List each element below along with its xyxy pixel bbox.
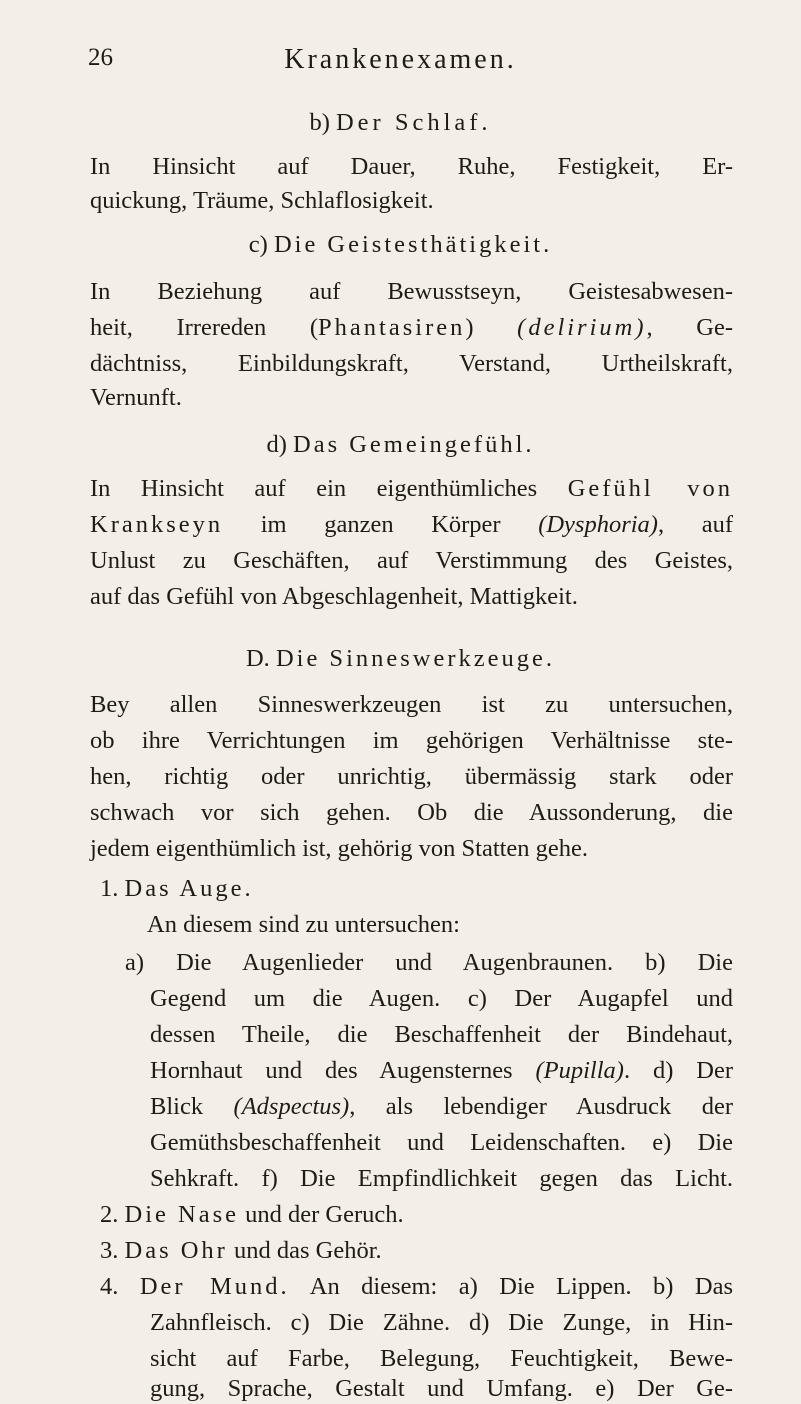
- text-line: Vernunft.: [90, 384, 182, 411]
- text-segment: heit, Irrereden (: [90, 314, 319, 341]
- text-line: auf das Gefühl von Abgeschlagenheit, Mattigkeit.: [90, 583, 578, 610]
- item-title: Das Auge.: [124, 875, 254, 902]
- text-segment: Blick: [150, 1093, 234, 1120]
- text-segment: ): [465, 314, 518, 341]
- heading-label: d): [266, 431, 287, 458]
- text-line: dächtniss, Einbildungskraft, Verstand, Urtheilskraft,: [90, 350, 733, 377]
- item-mund: [100, 1272, 733, 1302]
- text-line: [150, 1056, 733, 1086]
- text-line: schwach vor sich gehen. Ob die Aussonderung, die: [90, 799, 733, 826]
- item-title: Das Ohr: [124, 1237, 228, 1264]
- heading-title: Das Gemeingefühl.: [293, 431, 535, 458]
- latin-term: (delirium): [517, 314, 647, 341]
- item-number: 3.: [100, 1237, 119, 1264]
- item-text: und das Gehör.: [227, 1237, 382, 1264]
- text-line: In Hinsicht auf Dauer, Ruhe, Festigkeit, Er-: [90, 153, 733, 180]
- text-line: [90, 474, 733, 504]
- text-segment: , Ge-: [646, 314, 733, 341]
- heading-title: Die Sinneswerkzeuge.: [275, 645, 556, 672]
- latin-term: (Adspectus): [233, 1093, 350, 1120]
- item-text: An diesem: a) Die Lippen. b) Das: [289, 1273, 734, 1300]
- latin-term: (Pupilla): [535, 1057, 624, 1084]
- text-segment: Hornhaut und des Augensternes: [150, 1057, 536, 1084]
- item-text: und der Geruch.: [238, 1201, 404, 1228]
- text-line: [90, 510, 733, 540]
- spaced-term: Gefühl von: [567, 475, 733, 502]
- text-line: [90, 313, 733, 343]
- item-title: Der Mund.: [139, 1273, 290, 1300]
- text-line: Gemüthsbeschaffenheit und Leidenschaften. e) Die: [150, 1129, 733, 1156]
- latin-term: (Dysphoria): [538, 511, 658, 538]
- text-line: Bey allen Sinneswerkzeugen ist zu untersuchen,: [90, 691, 733, 718]
- text-line: [150, 1092, 733, 1122]
- text-line: hen, richtig oder unrichtig, übermässig stark oder: [90, 763, 733, 790]
- text-line: Unlust zu Geschäften, auf Verstimmung des Geistes,: [90, 547, 733, 574]
- item-number: 1.: [100, 875, 119, 902]
- text-line: sicht auf Farbe, Belegung, Feuchtigkeit, Bewe-: [150, 1345, 733, 1372]
- item-nase: [100, 1200, 733, 1230]
- text-segment: . d) Der: [623, 1057, 733, 1084]
- text-line: Gegend um die Augen. c) Der Augapfel und: [150, 985, 733, 1012]
- heading-title: Der Schlaf.: [335, 109, 492, 136]
- text-line: a) Die Augenlieder und Augenbraunen. b) Die: [125, 949, 733, 976]
- heading-label: c): [248, 231, 268, 258]
- heading-gemeingefuehl: [0, 430, 801, 460]
- item-title: Die Nase: [124, 1201, 239, 1228]
- text-line: quickung, Träume, Schlaflosigkeit.: [90, 187, 434, 214]
- text-segment: im ganzen Körper: [223, 511, 539, 538]
- heading-title: Die Geistesthätigkeit.: [273, 231, 553, 258]
- text-line: Zahnfleisch. c) Die Zähne. d) Die Zunge, in Hin-: [150, 1309, 733, 1336]
- page-number: 26: [88, 44, 113, 71]
- text-line: In Beziehung auf Bewusstseyn, Geistesabwesen-: [90, 278, 733, 305]
- text-line: ob ihre Verrichtungen im gehörigen Verhältnisse ste-: [90, 727, 733, 754]
- text-line: An diesem sind zu untersuchen:: [147, 911, 460, 938]
- text-line: Sehkraft. f) Die Empfindlichkeit gegen das Licht.: [150, 1165, 733, 1192]
- spaced-term: Krankseyn: [90, 511, 224, 538]
- heading-label: b): [309, 109, 330, 136]
- heading-label: D.: [245, 645, 270, 672]
- heading-sinneswerkzeuge: [0, 644, 801, 674]
- spaced-term: Phantasiren: [318, 314, 466, 341]
- running-title: Krankenexamen.: [284, 44, 517, 75]
- text-line: jedem eigenthümlich ist, gehörig von Statten gehe.: [90, 835, 589, 862]
- text-line: gung, Sprache, Gestalt und Umfang. e) Der Ge-: [150, 1375, 733, 1402]
- heading-schlaf: [0, 108, 801, 138]
- item-auge: [100, 874, 733, 904]
- item-number: 4.: [100, 1273, 119, 1300]
- text-segment: , auf: [657, 511, 733, 538]
- text-line: dessen Theile, die Beschaffenheit der Bindehaut,: [150, 1021, 733, 1048]
- text-segment: In Hinsicht auf ein eigenthümliches: [90, 475, 568, 502]
- item-ohr: [100, 1236, 733, 1266]
- heading-geistesthaetigkeit: [0, 230, 801, 260]
- text-segment: , als lebendiger Ausdruck der: [349, 1093, 733, 1120]
- item-number: 2.: [100, 1201, 119, 1228]
